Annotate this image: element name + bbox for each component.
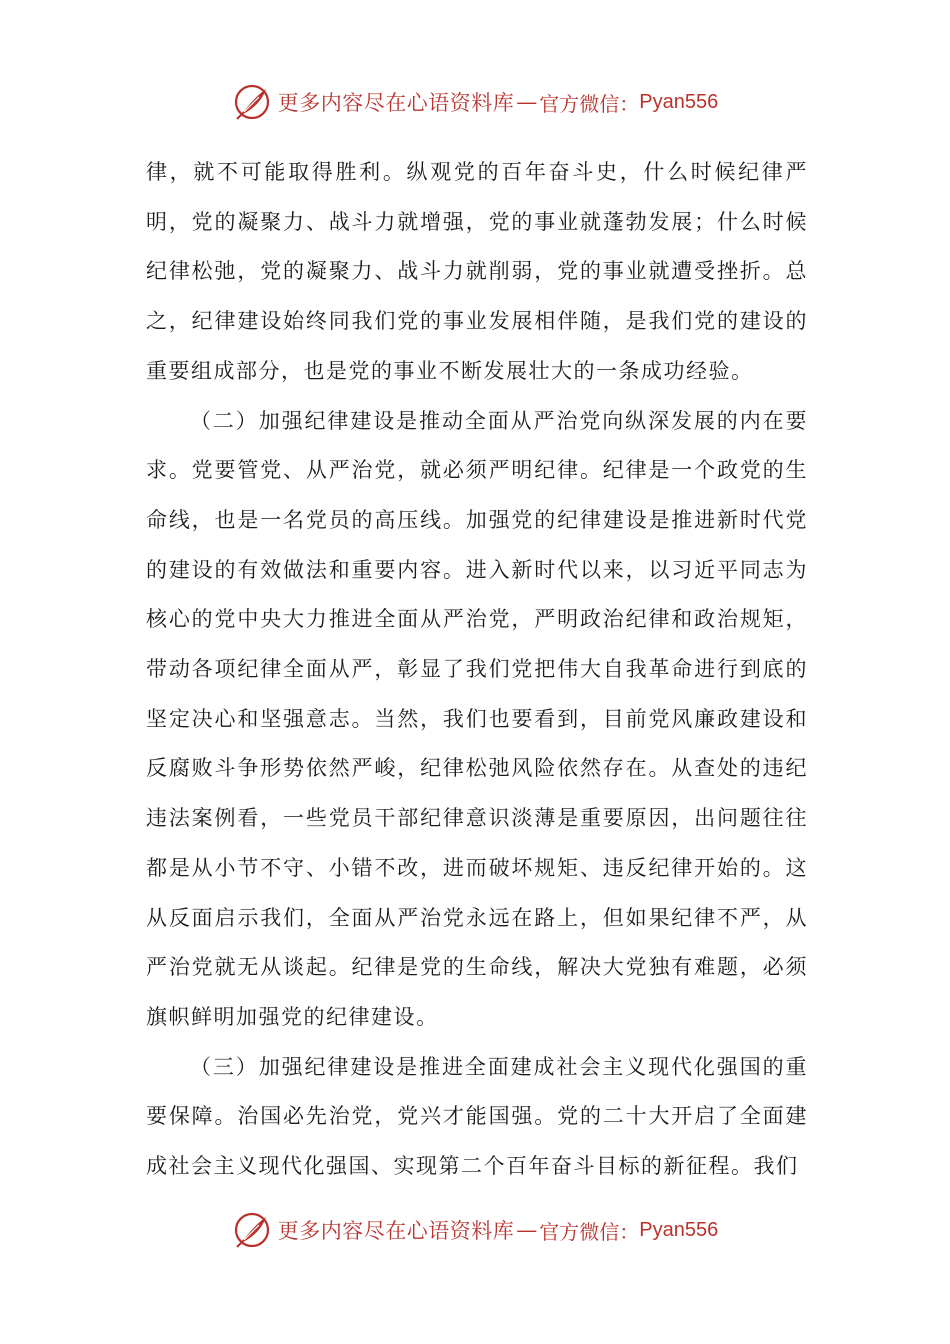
header-wechat-label: 官方微信：	[539, 91, 640, 116]
paragraph-section-three: （三）加强纪律建设是推进全面建成社会主义现代化强国的重要保障。治国必先治党，党兴才能国强。党的二十大开启了全面建成社会主义现代化强国、实现第二个百年奋斗目标的新征程。我们	[146, 1054, 808, 1179]
footer-separator: —	[516, 1218, 538, 1242]
footer-wechat-id: Pyan556	[639, 1218, 719, 1241]
quill-pen-logo-icon	[232, 1210, 272, 1250]
paragraph-continued: 律，就不可能取得胜利。纵观党的百年奋斗史，什么时候纪律严明，党的凝聚力、战斗力就增强，党的事业就蓬勃发展；什么时候纪律松弛，党的凝聚力、战斗力就削弱，党的事业就遭受挫折。总之，纪律建设始终同我们党的事业发展相伴随，是我们党的建设的重要组成部分，也是党的事业不断发展壮大的一条成功经验。	[146, 160, 808, 383]
header-brand-text: 更多内容尽在心语资料库	[277, 91, 515, 115]
header-separator: —	[516, 90, 538, 114]
paragraph-section-two: （二）加强纪律建设是推动全面从严治党向纵深发展的内在要求。党要管党、从严治党，就必须严明纪律。纪律是一个政党的生命线，也是一名党员的高压线。加强党的纪律建设是推进新时代党的建设的有效做法和重要内容。进入新时代以来，以习近平同志为核心的党中央大力推进全面从严治党，严明政治纪律和政治规矩，带动各项纪律全面从严，彰显了我们党把伟大自我革命进行到底的坚定决心和坚强意志。当然，我们也要看到，目前党风廉政建设和反腐败斗争形势依然严峻，纪律松弛风险依然存在。从查处的违纪违法案例看，一些党员干部纪律意识淡薄是重要原因，出问题往往都是从小节不守、小错不改，进而破坏规矩、违反纪律开始的。这从反面启示我们，全面从严治党永远在路上，但如果纪律不严，从严治党就无从谈起。纪律是党的生命线，解决大党独有难题，必须旗帜鲜明加强党的纪律建设。	[146, 408, 808, 1029]
header-wechat-id: Pyan556	[639, 90, 719, 113]
footer-brand-text: 更多内容尽在心语资料库	[277, 1219, 515, 1243]
quill-pen-logo-icon	[232, 82, 272, 122]
footer-wechat-label: 官方微信：	[539, 1219, 640, 1244]
header-banner	[0, 80, 950, 124]
document-body	[146, 148, 808, 1192]
footer-banner	[0, 1208, 950, 1252]
